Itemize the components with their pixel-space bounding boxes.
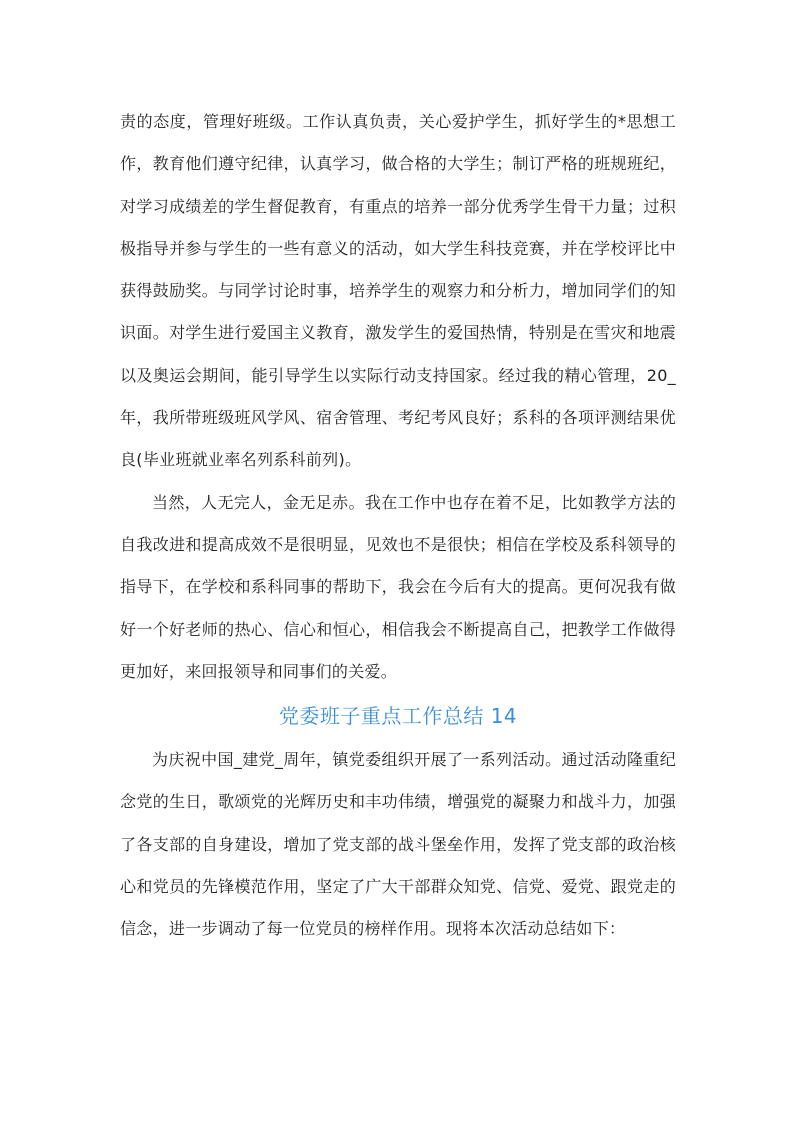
body-paragraph: 责的态度，管理好班级。工作认真负责，关心爱护学生，抓好学生的*思想工作，教育他们遵守纪律，认真学习，做合格的大学生；制订严格的班规班纪，对学习成绩差的学生督促教育，有重点的培养一部分优秀学生骨干力量；过积极指导并参与学生的一些有意义的活动，如大学生科技竞赛，并在学校评比中获得鼓励奖。与同学讨论时事，培养学生的观察力和分析力，增加同学们的知识面。对学生进行爱国主义教育，激发学生的爱国热情，特别是在雪灾和地震以及奥运会期间，能引导学生以实际行动支持国家。经过我的精心管理，20_年，我所带班级班风学风、宿舍管理、考纪考风良好；系科的各项评测结果优良(毕业班就业率名列系科前列)。: [120, 112, 676, 470]
body-paragraph: 当然，人无完人，金无足赤。我在工作中也存在着不足，比如教学方法的自我改进和提高成效不是很明显，见效也不是很快；相信在学校及系科领导的指导下，在学校和系科同事的帮助下，我会在今后有大的提高。更何况我有做好一个好老师的热心、信心和恒心，相信我会不断提高自己，把教学工作做得更加好，来回报领导和同事们的关爱。: [120, 492, 676, 681]
document-body: [120, 101, 676, 951]
section-heading: 党委班子重点工作总结 14: [278, 704, 518, 729]
body-paragraph: 为庆祝中国_建党_周年，镇党委组织开展了一系列活动。通过活动隆重纪念党的生日，歌颂党的光辉历史和丰功伟绩，增强党的凝聚力和战斗力，加强了各支部的自身建设，增加了党支部的战斗堡垒作用，发挥了党支部的政治核心和党员的先锋模范作用，坚定了广大干部群众知党、信党、爱党、跟党走的信念，进一步调动了每一位党员的榜样作用。现将本次活动总结如下：: [120, 750, 676, 939]
